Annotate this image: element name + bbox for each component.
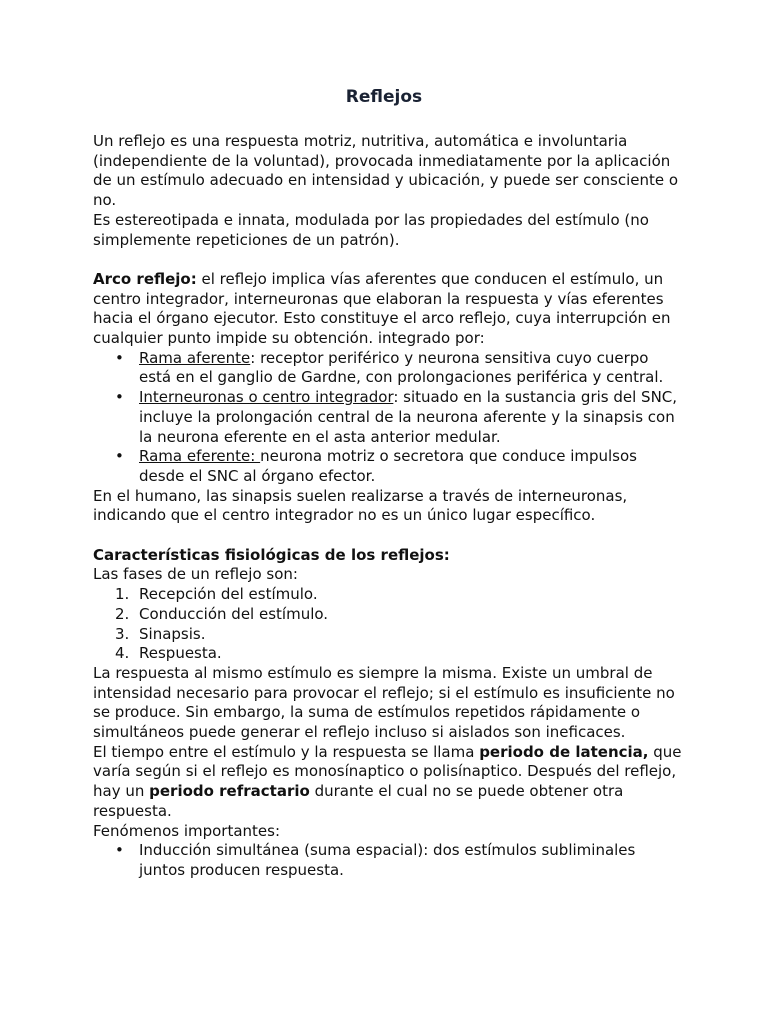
bullet-marker: •	[115, 388, 124, 407]
term-latencia: periodo de latencia,	[479, 742, 649, 761]
list-item-desc: : receptor periférico y neurona sensitiva cuyo cuerpo está en el ganglio de Gardne, con prolongaciones periférica y central.	[139, 348, 664, 387]
caracteristicas-heading	[93, 546, 683, 566]
step-text: Conducción del estímulo.	[139, 604, 329, 623]
list-item	[93, 388, 683, 447]
arco-list	[93, 349, 683, 487]
arco-text: el reflejo implica vías aferentes que conducen el estímulo, un centro integrador, interneuronas que elaboran la respuesta y vías eferentes hacia el órgano ejecutor. Esto constituye el arco reflejo, cuya interrupción en cualquier punto impide su obtención. integrado por:	[93, 269, 671, 348]
list-item-desc: : situado en la sustancia gris del SNC, incluye la prolongación central de la neurona aferente y la sinapsis con la neurona eferente en el asta anterior medular.	[139, 388, 678, 446]
list-item	[93, 447, 683, 486]
bullet-marker: •	[115, 447, 124, 466]
list-item	[93, 841, 683, 880]
intro-paragraph-1: Un reflejo es una respuesta motriz, nutritiva, automática e involuntaria (independiente de la voluntad), provocada inmediatamente por la aplicación de un estímulo adecuado en intensidad y ubicación, y puede ser consciente o no.	[93, 132, 679, 210]
bullet-marker: •	[115, 348, 124, 367]
list-item	[93, 585, 683, 605]
section-heading: Características fisiológicas de los reflejos:	[93, 545, 450, 564]
text-run: que varía según si el reflejo es monosínaptico o polisínaptico. Después del reflejo, hay un	[93, 742, 682, 801]
step-text: Sinapsis.	[139, 624, 206, 643]
fases-intro: Las fases de un reflejo son:	[93, 565, 298, 584]
fenomenos-list	[93, 841, 683, 880]
intro-paragraph-2: Es estereotipada e innata, modulada por las propiedades del estímulo (no simplemente repeticiones de un patrón).	[93, 210, 649, 249]
text-run: durante el cual no se puede obtener otra respuesta.	[93, 782, 624, 820]
term-refractario: periodo refractario	[149, 782, 310, 801]
step-number: 2.	[115, 604, 130, 623]
step-text: Recepción del estímulo.	[139, 585, 318, 604]
spacer	[93, 250, 683, 270]
list-item-desc: neurona motriz o secretora que conduce impulsos desde el SNC al órgano efector.	[139, 447, 637, 485]
arco-closing: En el humano, las sinapsis suelen realizarse a través de interneuronas, indicando que el centro integrador no es un único lugar específico.	[93, 486, 628, 525]
page-title: Reflejos	[345, 87, 423, 107]
respuesta-paragraph: La respuesta al mismo estímulo es siempre la misma. Existe un umbral de intensidad necesario para provocar el reflejo; si el estímulo es insuficiente no se produce. Sin embargo, la suma de estímulos repetidos rápidamente o simultáneos puede generar el reflejo incluso si aislados son ineficaces.	[93, 663, 675, 742]
list-item-text: Inducción simultánea (suma espacial): dos estímulos subliminales juntos producen respuesta.	[139, 841, 636, 879]
list-item-term: Rama aferente	[139, 348, 251, 367]
text-run: El tiempo entre el estímulo y la respuesta se llama	[93, 742, 480, 761]
list-item	[93, 349, 683, 388]
arco-heading: Arco reflejo:	[93, 269, 197, 288]
document-body	[93, 132, 683, 881]
latencia-paragraph	[93, 743, 683, 822]
list-item	[93, 625, 683, 645]
list-item-term: Interneuronas o centro integrador	[139, 388, 394, 407]
fenomenos-label: Fenómenos importantes:	[93, 821, 281, 840]
list-item	[93, 644, 683, 664]
bullet-marker: •	[115, 841, 124, 860]
step-number: 1.	[115, 585, 130, 604]
step-text: Respuesta.	[139, 644, 222, 663]
list-item	[93, 605, 683, 625]
fases-list	[93, 585, 683, 664]
arco-paragraph	[93, 270, 683, 349]
spacer	[93, 526, 683, 546]
step-number: 3.	[115, 624, 130, 643]
step-number: 4.	[115, 644, 130, 663]
list-item-term: Rama eferente:	[139, 447, 261, 466]
